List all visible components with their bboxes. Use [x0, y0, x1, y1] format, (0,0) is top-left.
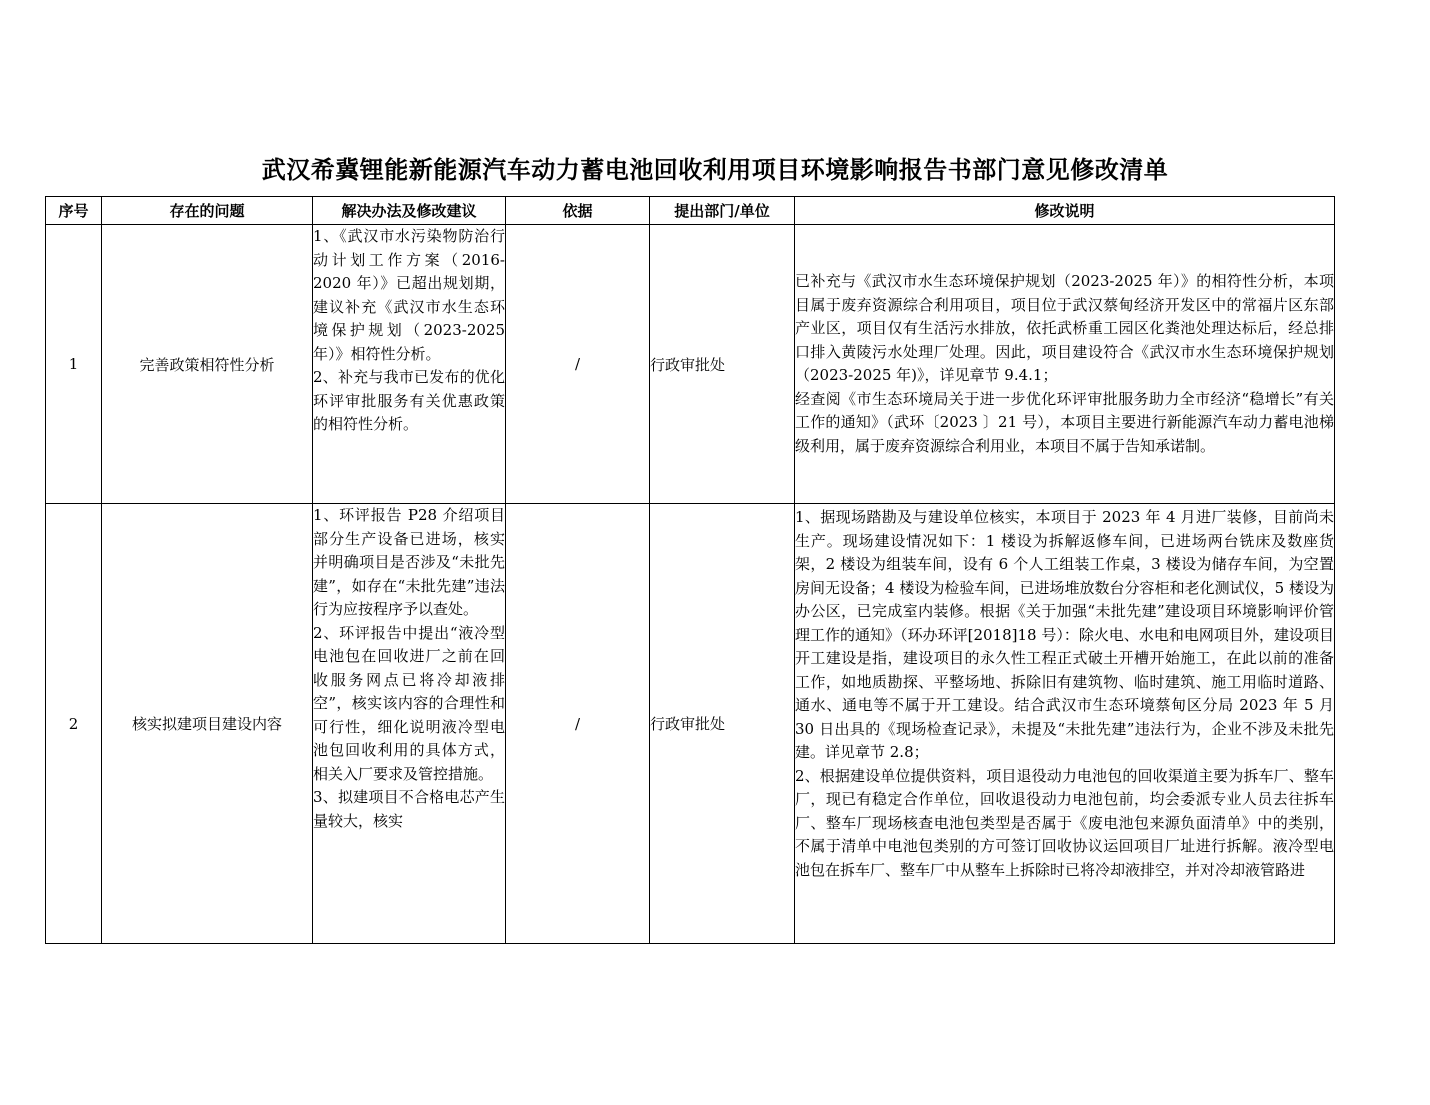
table-row — [46, 225, 1335, 504]
solution-paragraph: 3、拟建项目不合格电芯产生量较大，核实 — [313, 788, 505, 830]
col-header-no: 序号 — [46, 197, 102, 225]
cell-problem: 完善政策相符性分析 — [102, 225, 313, 504]
cell-dept: 行政审批处 — [650, 225, 795, 504]
solution-paragraph: 1、《武汉市水污染物防治行动计划工作方案（2016-2020 年）》已超出规划期，建议补充《武汉市水生态环境保护规划（2023-2025 年）》相符性分析。 — [313, 227, 505, 363]
col-header-basis: 依据 — [506, 197, 650, 225]
solution-paragraph: 2、补充与我市已发布的优化环评审批服务有关优惠政策的相符性分析。 — [313, 368, 505, 433]
cell-basis: / — [506, 225, 650, 504]
description-paragraph: 1、据现场踏勘及与建设单位核实，本项目于 2023 年 4 月进厂装修，目前尚未生产。现场建设情况如下：1 楼设为拆解返修车间，已进场两台铣床及数座货架，2 楼设为组装车间，设有 6 个人工组装工作桌，3 楼设为储存车间，为空置房间无设备；4 楼设为检验车间，已进场堆放数台分容柜和老化测试仪，5 楼设为办公区，已完成室内装修。根据《关于加强“未批先建”建设项目环境影响评价管理工作的通知》（环办环评[2018]18 号）：除火电、水电和电网项目外，建设项目开工建设是指，建设项目的永久性工程正式破土开槽开始施工，在此以前的准备工作，如地质勘探、平整场地、拆除旧有建筑物、临时建筑、施工用临时道路、通水、通电等不属于开工建设。结合武汉市生态环境蔡甸区分局 2023 年 5 月 30 日出具的《现场检查记录》，未提及“未批先建”违法行为，企业不涉及未批先建。详见章节 2.8； — [795, 508, 1334, 761]
table-row — [46, 504, 1335, 944]
description-paragraph: 2、根据建设单位提供资料，项目退役动力电池包的回收渠道主要为拆车厂、整车厂，现已有稳定合作单位，回收退役动力电池包前，均会委派专业人员去往拆车厂、整车厂现场核查电池包类型是否属于《废电池包来源负面清单》中的类别，不属于清单中电池包类别的方可签订回收协议运回项目厂址进行拆解。液冷型电池包在拆车厂、整车厂中从整车上拆除时已将冷却液排空，并对冷却液管路进 — [795, 766, 1334, 879]
cell-no: 2 — [46, 504, 102, 944]
solution-paragraph: 2、环评报告中提出“液冷型电池包在回收进厂之前在回收服务网点已将冷却液排空”，核实该内容的合理性和可行性，细化说明液冷型电池包回收利用的具体方式，相关入厂要求及管控措施。 — [313, 623, 505, 783]
cell-basis: / — [506, 504, 650, 944]
cell-description — [795, 504, 1335, 944]
table-header-row — [46, 197, 1335, 225]
col-header-dept: 提出部门/单位 — [650, 197, 795, 225]
cell-solution — [313, 504, 506, 944]
cell-no: 1 — [46, 225, 102, 504]
col-header-solution: 解决办法及修改建议 — [313, 197, 506, 225]
revision-table — [45, 196, 1335, 944]
solution-paragraph: 1、环评报告 P28 介绍项目部分生产设备已进场，核实并明确项目是否涉及“未批先建”，如存在“未批先建”违法行为应按程序予以查处。 — [313, 506, 505, 618]
cell-problem: 核实拟建项目建设内容 — [102, 504, 313, 944]
description-paragraph: 已补充与《武汉市水生态环境保护规划（2023-2025 年）》的相符性分析，本项目属于废弃资源综合利用项目，项目位于武汉蔡甸经济开发区中的常福片区东部产业区，项目仅有生活污水排放，依托武桥重工园区化粪池处理达标后，经总排口排入黄陵污水处理厂处理。因此，项目建设符合《武汉市水生态环境保护规划（2023-2025 年)》，详见章节 9.4.1； — [795, 272, 1334, 384]
document-title: 武汉希冀锂能新能源汽车动力蓄电池回收利用项目环境影响报告书部门意见修改清单 — [261, 155, 1169, 184]
col-header-description: 修改说明 — [795, 197, 1335, 225]
cell-solution — [313, 225, 506, 504]
col-header-problem: 存在的问题 — [102, 197, 313, 225]
cell-dept: 行政审批处 — [650, 504, 795, 944]
cell-description — [795, 225, 1335, 504]
description-paragraph: 经查阅《市生态环境局关于进一步优化环评审批服务助力全市经济“稳增长”有关工作的通知》（武环〔2023 〕21 号），本项目主要进行新能源汽车动力蓄电池梯级利用，属于废弃资源综合利用业，本项目不属于告知承诺制。 — [795, 389, 1334, 455]
